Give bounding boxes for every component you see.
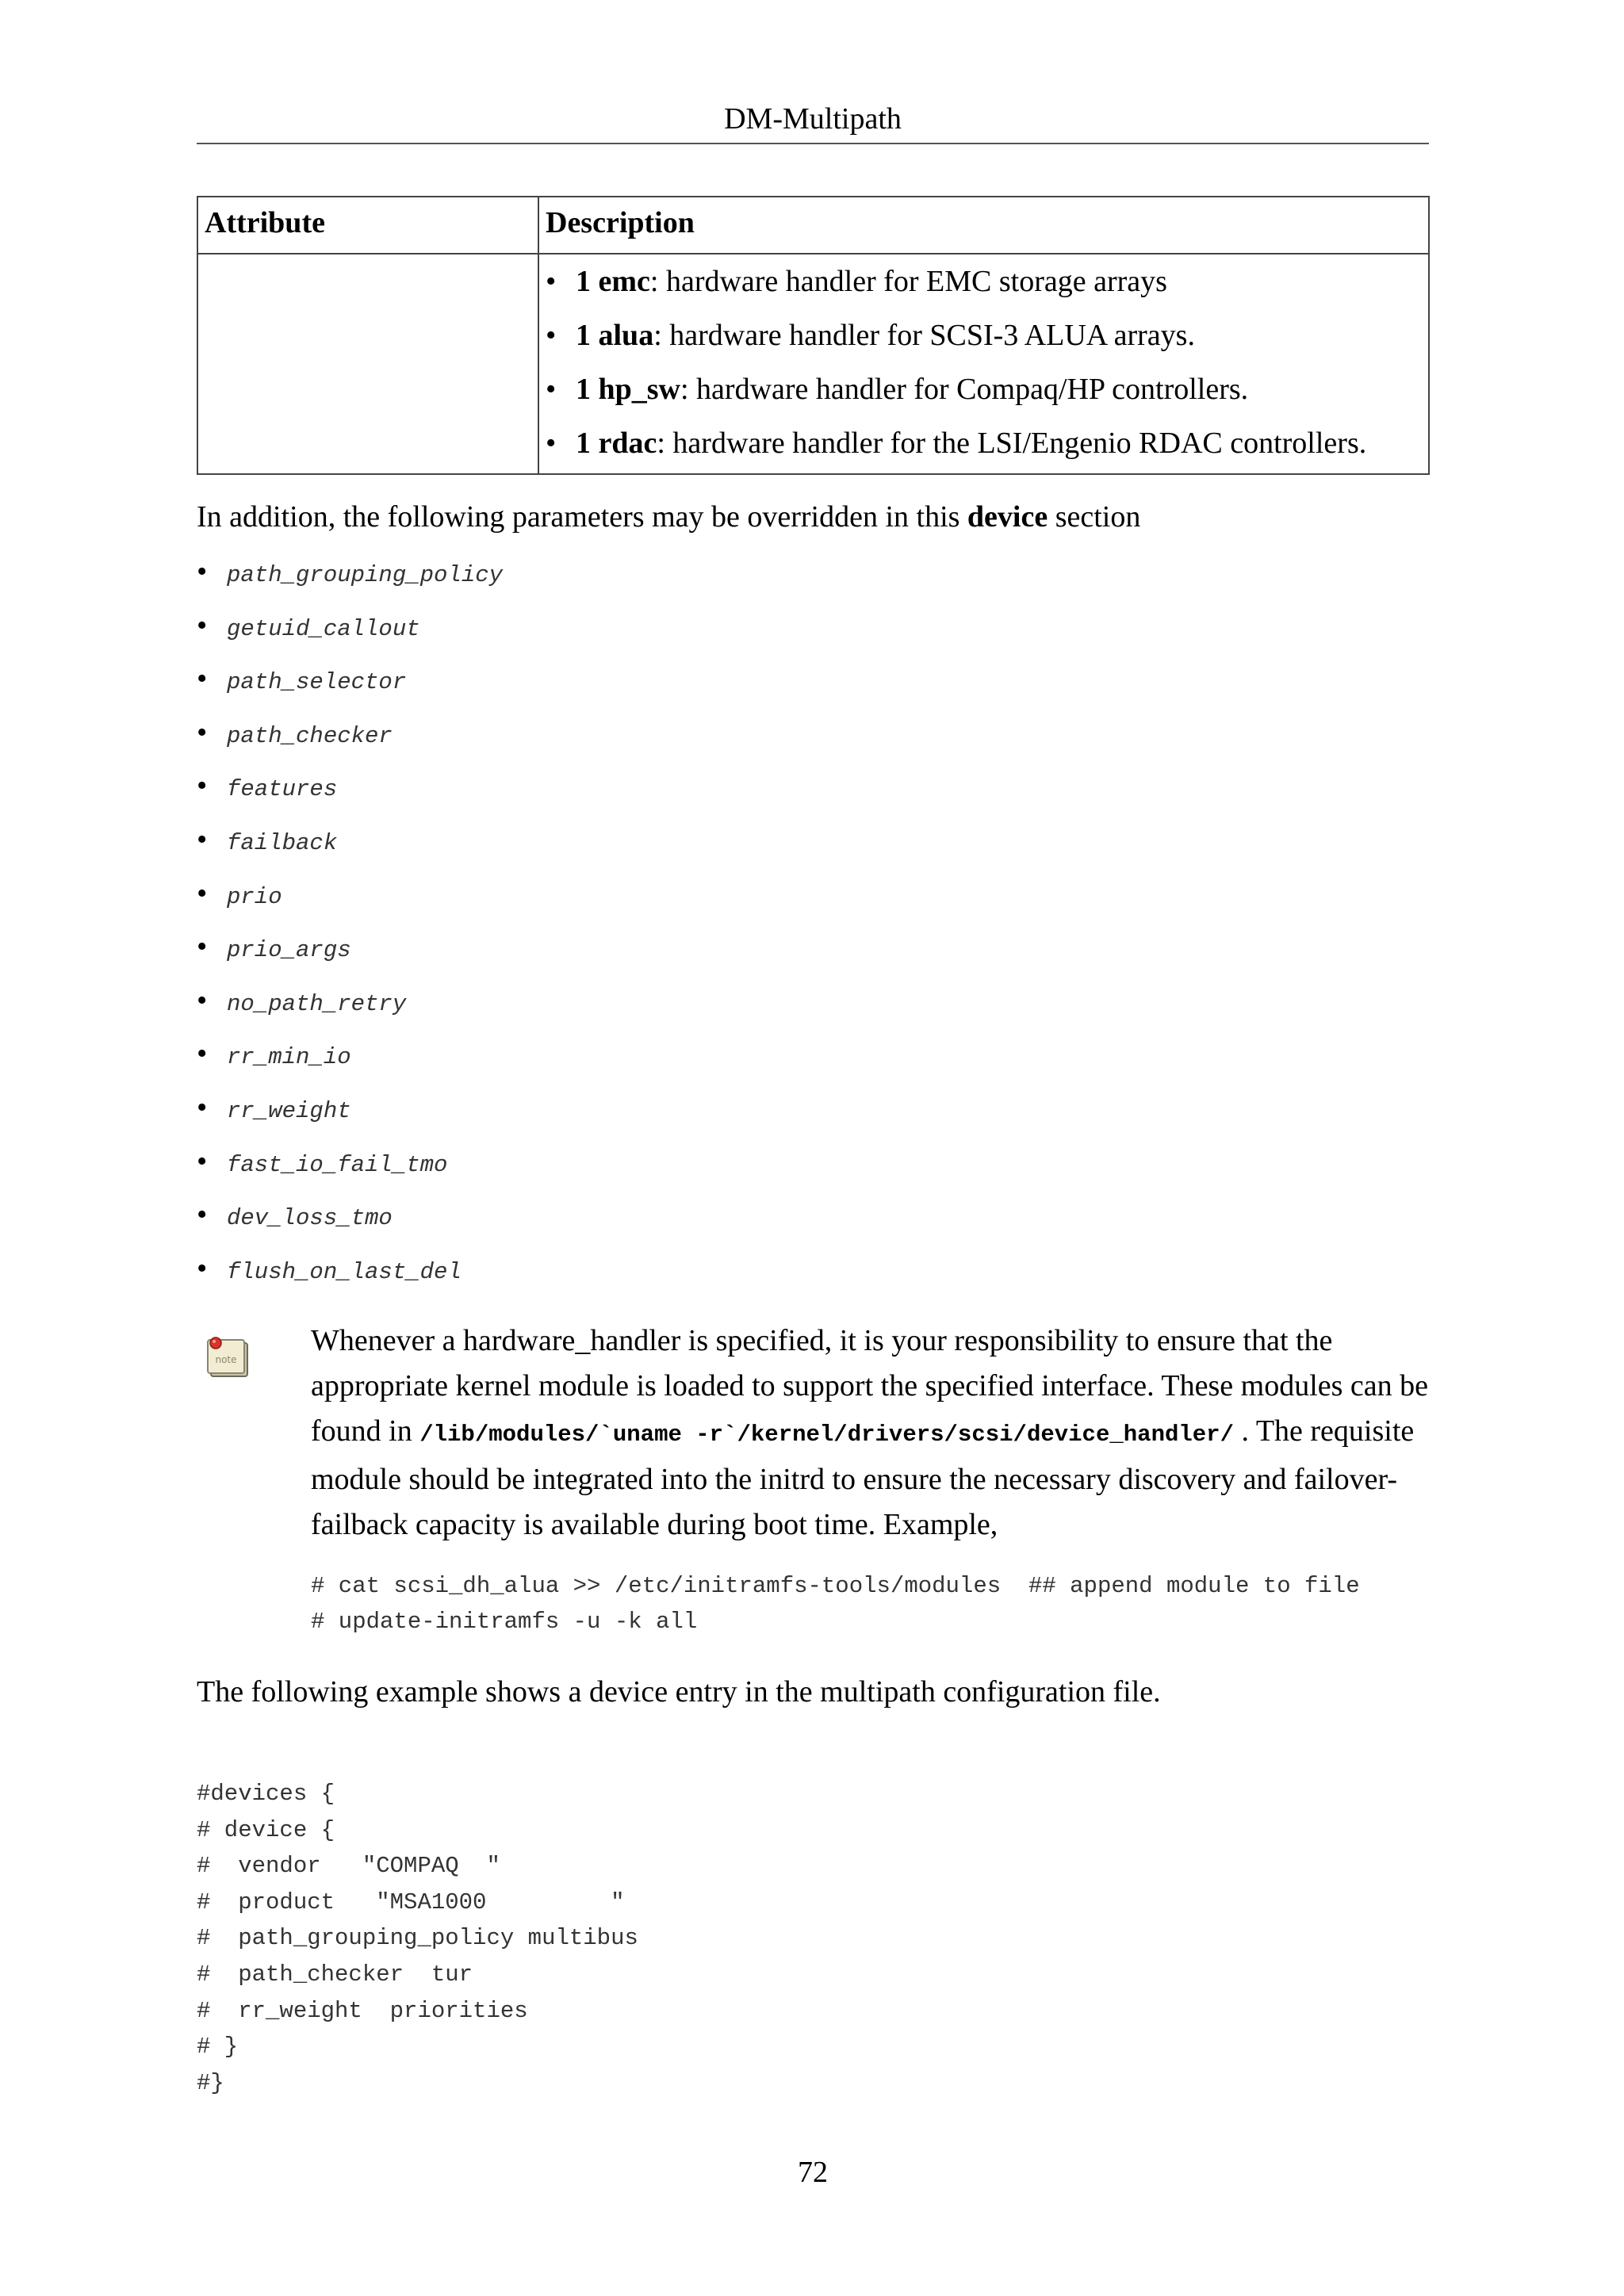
list-bullet: • (197, 1144, 208, 1178)
handler-item-emc (546, 254, 1422, 308)
parameter-name: flush_on_last_del (227, 1258, 462, 1285)
column-header-description: Description (538, 197, 1429, 254)
device-handler-path: /lib/modules/`uname -r`/kernel/drivers/scsi/device_handler/ (419, 1422, 1234, 1448)
table-row (197, 254, 1429, 474)
handler-name: 1 rdac (576, 427, 657, 460)
table-header-row (197, 197, 1429, 254)
list-item (197, 1188, 503, 1242)
list-bullet: • (197, 608, 208, 642)
handler-item-hp-sw (546, 362, 1422, 416)
list-item (197, 1242, 503, 1296)
parameter-name: rr_weight (227, 1097, 351, 1124)
list-bullet: • (546, 319, 557, 352)
list-item (197, 1135, 503, 1189)
list-bullet: • (546, 373, 557, 406)
list-item (197, 867, 503, 921)
parameter-name: fast_io_fail_tmo (227, 1151, 448, 1178)
list-item (197, 920, 503, 974)
list-bullet: • (197, 1090, 208, 1124)
list-bullet: • (197, 1037, 208, 1071)
list-item (197, 813, 503, 867)
list-item (197, 760, 503, 813)
handler-name: 1 alua (576, 319, 654, 352)
parameter-name: prio_args (227, 937, 351, 964)
list-bullet: • (197, 983, 208, 1017)
handler-list (546, 254, 1422, 473)
handler-name: 1 hp_sw (576, 373, 680, 406)
override-intro (197, 492, 1140, 542)
parameter-name: path_selector (227, 669, 407, 696)
parameter-name: failback (227, 829, 338, 856)
handler-description: : hardware handler for EMC storage arrays (649, 265, 1167, 298)
intro-text: In addition, the following parameters may be overridden in this (197, 500, 967, 534)
list-bullet: • (197, 1251, 208, 1285)
parameter-name: path_grouping_policy (227, 562, 504, 588)
list-bullet: • (197, 662, 208, 696)
description-cell (538, 254, 1429, 474)
note-text-start: Whenever a hardware_handler is specified, it is your responsibility to ensure that the appropriate kernel module is loaded to support the specified interface. These modules can be found in (311, 1324, 1429, 1448)
list-bullet: • (197, 555, 208, 588)
parameter-name: getuid_callout (227, 615, 420, 642)
handler-description: : hardware handler for Compaq/HP controllers. (680, 373, 1249, 406)
list-item (197, 1027, 503, 1081)
note-icon-label: note (215, 1354, 237, 1365)
list-item (197, 599, 503, 653)
handler-description: : hardware handler for the LSI/Engenio RDAC controllers. (657, 427, 1367, 460)
handler-name: 1 emc (576, 265, 650, 298)
list-bullet: • (197, 876, 208, 910)
intro-text-end: section (1048, 500, 1141, 534)
parameter-list (197, 545, 503, 1295)
list-item (197, 974, 503, 1028)
list-bullet: • (197, 822, 208, 856)
note-text (311, 1318, 1437, 1548)
list-bullet: • (197, 769, 208, 803)
example-intro: The following example shows a device entry in the multipath configuration file. (197, 1675, 1161, 1709)
parameter-name: rr_min_io (227, 1044, 351, 1071)
attribute-table (197, 196, 1430, 475)
list-bullet: • (197, 715, 208, 749)
list-item (197, 1081, 503, 1135)
device-entry-code-example: #devices { # device { # vendor "COMPAQ " # product "MSA1000 " # path_grouping_policy multibus # path_checker tur # rr_weight priorities # } #} (197, 1781, 638, 2096)
page-number: 72 (798, 2156, 828, 2189)
header-rule (197, 143, 1429, 144)
list-bullet: • (546, 265, 557, 298)
intro-keyword: device (967, 500, 1048, 534)
handler-item-rdac (546, 416, 1422, 473)
column-header-attribute: Attribute (197, 197, 538, 254)
handler-description: : hardware handler for SCSI-3 ALUA arrays. (653, 319, 1195, 352)
list-bullet: • (546, 427, 557, 460)
parameter-name: features (227, 776, 338, 803)
parameter-name: prio (227, 883, 282, 910)
list-bullet: • (197, 930, 208, 964)
handler-item-alua (546, 308, 1422, 362)
attribute-cell (197, 254, 538, 474)
list-item (197, 706, 503, 760)
running-header: DM-Multipath (724, 102, 902, 136)
note-icon (205, 1334, 252, 1381)
list-item (197, 545, 503, 599)
list-bullet: • (197, 1198, 208, 1232)
parameter-name: dev_loss_tmo (227, 1205, 393, 1232)
note-text-end: . The requisite module should be integrated into the initrd to ensure the necessary discovery and failover-failback capacity is available during boot time. Example, (311, 1414, 1415, 1541)
parameter-name: path_checker (227, 722, 393, 749)
note-code-example: # cat scsi_dh_alua >> /etc/initramfs-tools/modules ## append module to file # update-initramfs -u -k all (311, 1573, 1360, 1635)
list-item (197, 652, 503, 706)
parameter-name: no_path_retry (227, 990, 407, 1017)
